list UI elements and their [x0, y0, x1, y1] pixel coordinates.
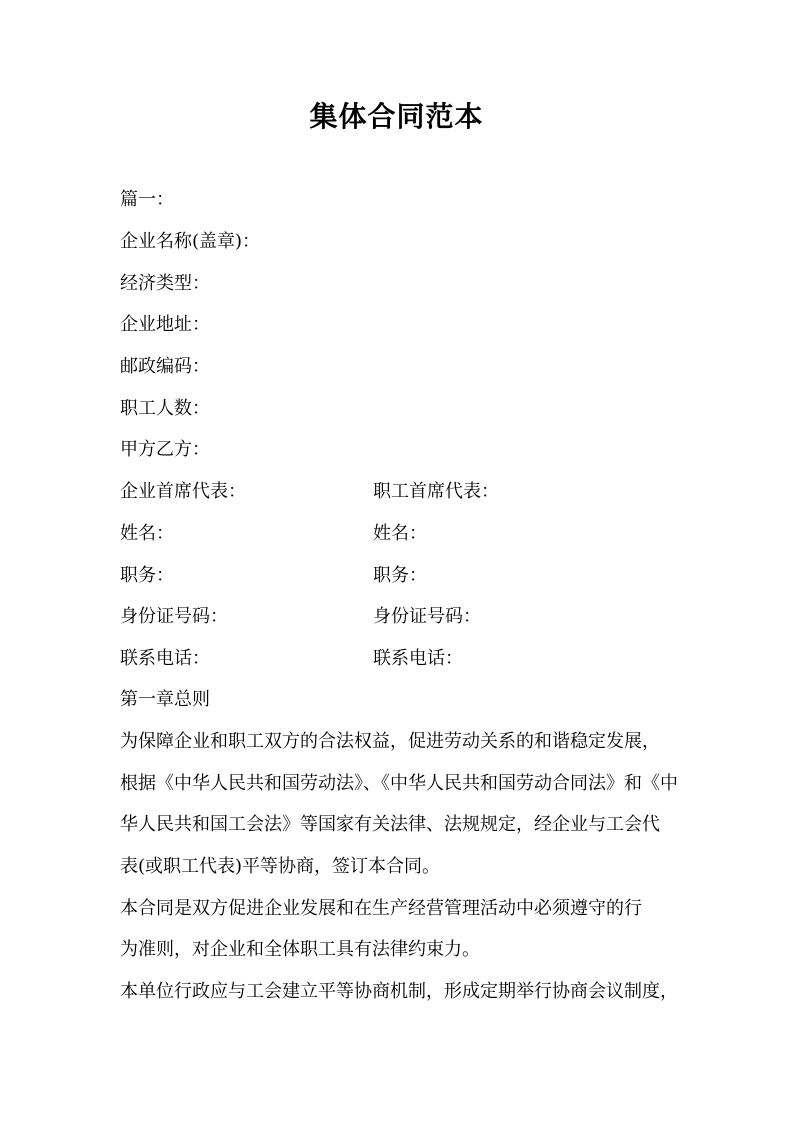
body-paragraph-line: 表(或职工代表)平等协商，签订本合同。: [120, 856, 441, 877]
field-part: 篇一：: [120, 189, 174, 210]
rep-left-chief: 企业首席代表：: [120, 481, 246, 502]
field-party-a-b: 甲方乙方：: [120, 439, 210, 460]
body-paragraph-line: 根据《中华人民共和国劳动法》、《中华人民共和国劳动合同法》和《中: [120, 773, 678, 794]
rep-left-id-number: 身份证号码：: [120, 606, 228, 627]
rep-right-chief: 职工首席代表：: [373, 481, 499, 502]
rep-left-name: 姓名：: [120, 523, 174, 544]
field-company-name: 企业名称(盖章)：: [120, 231, 261, 252]
field-postal-code: 邮政编码：: [120, 356, 210, 377]
chapter-heading: 第一章总则: [120, 689, 210, 710]
body-paragraph-line: 为准则，对企业和全体职工具有法律约束力。: [120, 939, 480, 960]
field-economic-type: 经济类型：: [120, 273, 210, 294]
field-employee-count: 职工人数：: [120, 398, 210, 419]
rep-right-id-number: 身份证号码：: [373, 606, 481, 627]
field-company-address: 企业地址：: [120, 314, 210, 335]
document-title: 集体合同范本: [309, 100, 484, 133]
rep-right-phone: 联系电话：: [373, 648, 463, 669]
rep-left-phone: 联系电话：: [120, 648, 210, 669]
rep-right-position: 职务：: [373, 565, 427, 586]
body-paragraph-line: 华人民共和国工会法》等国家有关法律、法规规定，经企业与工会代: [120, 814, 660, 835]
body-paragraph-line: 本单位行政应与工会建立平等协商机制，形成定期举行协商会议制度，: [120, 981, 678, 1002]
rep-left-position: 职务：: [120, 565, 174, 586]
body-paragraph-line: 为保障企业和职工双方的合法权益，促进劳动关系的和谐稳定发展，: [120, 731, 660, 752]
body-paragraph-line: 本合同是双方促进企业发展和在生产经营管理活动中必须遵守的行: [120, 898, 642, 919]
rep-right-name: 姓名：: [373, 523, 427, 544]
